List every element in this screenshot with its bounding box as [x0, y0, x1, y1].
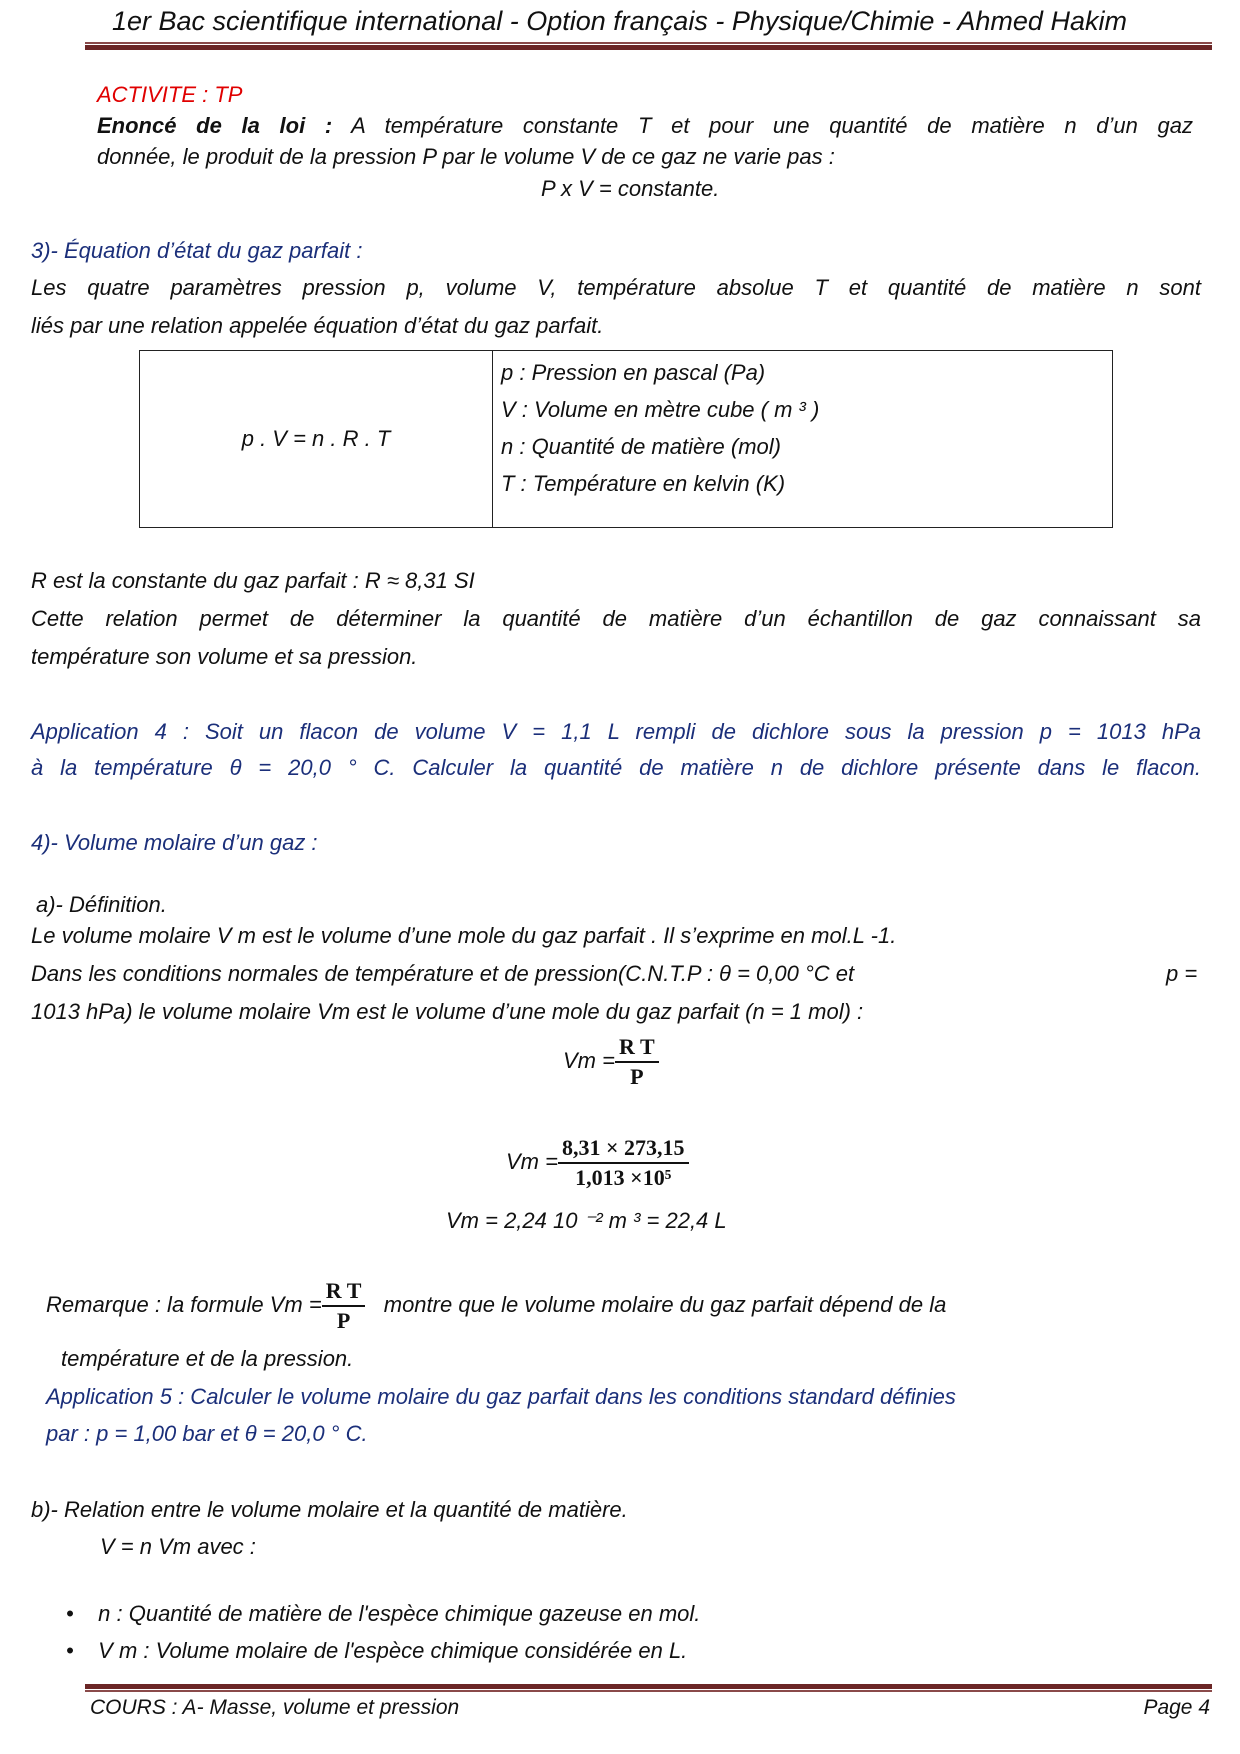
gas-law-legend: [493, 351, 1113, 528]
bullet-text: n : Quantité de matière de l'espèce chimique gazeuse en mol.: [98, 1601, 701, 1626]
activity-label: ACTIVITE : TP: [97, 82, 243, 107]
formula-vm-numeric: [506, 1137, 689, 1189]
relation-formula: V = n Vm avec :: [100, 1534, 256, 1559]
numerator: 8,31 × 273,15: [558, 1137, 689, 1164]
r-constant: R est la constante du gaz parfait : R ≈ 8,31 SI: [31, 568, 475, 593]
application-5-line-1: Application 5 : Calculer le volume molaire du gaz parfait dans les conditions standard définies: [46, 1384, 956, 1409]
law-line-2: donnée, le produit de la pression P par le volume V de ce gaz ne varie pas :: [97, 144, 835, 169]
formula-lhs: Vm =: [563, 1047, 615, 1073]
definition-line-2-end: p =: [1166, 961, 1198, 986]
law-line-1: [97, 115, 1193, 137]
numerator: R T: [322, 1280, 366, 1307]
application-4-line-1: Application 4 : Soit un flacon de volume V = 1,1 L rempli de dichlore sous la pression p = 1013 hPa: [31, 719, 1201, 744]
law-label: Enoncé de la loi :: [97, 113, 333, 138]
relation-line-2: température son volume et sa pression.: [31, 644, 418, 669]
remark-text-2: montre que le volume molaire du gaz parfait dépend de la: [383, 1291, 947, 1317]
relation-title: b)- Relation entre le volume molaire et la quantité de matière.: [31, 1497, 628, 1522]
header-rule-thick: [85, 45, 1212, 50]
s3-para-1: Les quatre paramètres pression p, volume V, température absolue T et quantité de matière n sont: [31, 275, 1201, 300]
legend-row: V : Volume en mètre cube ( m ³ ): [501, 397, 820, 422]
definition-line-3: 1013 hPa) le volume molaire Vm est le volume d’une mole du gaz parfait (n = 1 mol) :: [31, 999, 864, 1024]
header-rule: [85, 42, 1212, 44]
application-4-line-2: à la température θ = 20,0 ° C. Calculer la quantité de matière n de dichlore présente dans le flacon.: [31, 755, 1201, 780]
legend-row: T : Température en kelvin (K): [501, 471, 786, 496]
law-formula: P x V = constante.: [541, 176, 720, 201]
law-text: A température constante T et pour une quantité de matière n d’un gaz: [351, 113, 1194, 138]
footer-rule: [85, 1690, 1212, 1692]
formula-vm-result: Vm = 2,24 10 ⁻² m ³ = 22,4 L: [446, 1208, 727, 1233]
remark-text: Remarque : la formule Vm =: [46, 1291, 322, 1317]
footer-rule-thick: [85, 1684, 1212, 1689]
footer-page-number: Page 4: [1143, 1696, 1210, 1719]
definition-line-2: Dans les conditions normales de température et de pression(C.N.T.P : θ = 0,00 °C et: [31, 961, 855, 986]
bullet-item: • n : Quantité de matière de l'espèce chimique gazeuse en mol.: [66, 1601, 701, 1626]
remark-line-2: température et de la pression.: [61, 1346, 354, 1371]
remark: [46, 1280, 946, 1332]
denominator: P: [630, 1064, 644, 1089]
relation-line-1: Cette relation permet de déterminer la quantité de matière d’un échantillon de gaz connaissant sa: [31, 606, 1201, 631]
gas-law-formula: p . V = n . R . T: [140, 351, 493, 528]
bullet-item: • V m : Volume molaire de l'espèce chimique considérée en L.: [66, 1638, 688, 1663]
bullet-text: V m : Volume molaire de l'espèce chimique considérée en L.: [98, 1638, 688, 1663]
definition-line-1: Le volume molaire V m est le volume d’une mole du gaz parfait . Il s’exprime en mol.L -1.: [31, 923, 897, 948]
formula-lhs: Vm =: [506, 1148, 558, 1174]
section-4-title: 4)- Volume molaire d’un gaz :: [31, 830, 318, 855]
legend-row: p : Pression en pascal (Pa): [501, 360, 766, 385]
application-5-line-2: par : p = 1,00 bar et θ = 20,0 ° C.: [46, 1421, 368, 1446]
s3-para-2: liés par une relation appelée équation d’état du gaz parfait.: [31, 313, 604, 338]
section-3-title: 3)- Équation d’état du gaz parfait :: [31, 238, 363, 263]
header-title: 1er Bac scientifique international - Option français - Physique/Chimie - Ahmed Hakim: [112, 6, 1127, 36]
definition-title: a)- Définition.: [36, 892, 167, 917]
gas-law-table: [139, 350, 1113, 528]
denominator: 1,013 ×10⁵: [575, 1165, 672, 1190]
numerator: R T: [615, 1036, 659, 1063]
formula-vm-rt-p: [563, 1036, 659, 1088]
legend-row: n : Quantité de matière (mol): [501, 434, 782, 459]
footer-left: COURS : A- Masse, volume et pression: [90, 1696, 460, 1719]
denominator: P: [336, 1308, 351, 1333]
